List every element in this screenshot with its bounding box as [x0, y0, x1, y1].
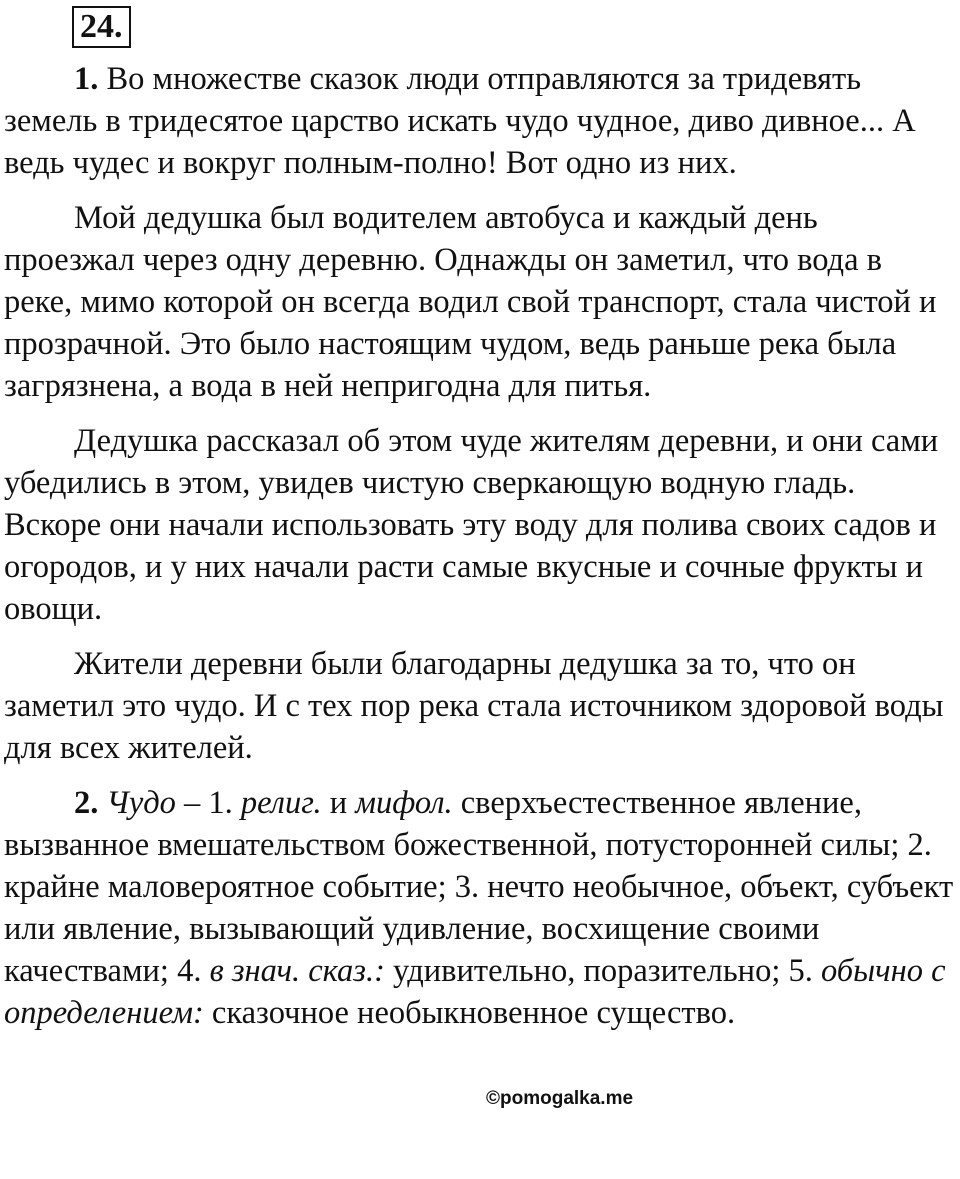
definition-5: сказочное необыкновенное существо.	[203, 995, 736, 1031]
term: Чудо	[106, 785, 176, 821]
definition-4: удивительно, поразительно; 5.	[384, 953, 821, 989]
abbr-mifol: мифол.	[355, 785, 453, 821]
section-2-label: 2.	[74, 785, 99, 821]
note-5: обычно с определением:	[4, 953, 946, 1031]
and-word: и	[321, 785, 356, 821]
term-dash: – 1.	[175, 785, 241, 821]
definition-paragraph	[4, 782, 956, 1034]
paragraph-2: Мой дедушка был водителем автобуса и каждый день проезжал через одну деревню. Однажды он заметил, что вода в реке, мимо которой он всегда водил свой транспорт, стала чистой и прозрачной. Это было настоящим чудом, ведь раньше река была загрязнена, а вода в ней непригодна для питья.	[4, 200, 937, 404]
task-number: 24.	[72, 6, 131, 48]
section-1-label: 1.	[74, 61, 99, 97]
paragraph-3: Дедушка рассказал об этом чуде жителям деревни, и они сами убедились в этом, увидев чистую сверкающую водную гладь. Вскоре они начали использовать эту воду для полива своих садов и огородов, и у них начали расти самые вкусные и сочные фрукты и овощи.	[4, 423, 939, 627]
paragraph-1-text: Во множестве сказок люди отправляются за тридевять земель в тридесятое царство искать чудо чудное, диво дивное... А ведь чудес и вокруг полным-полно! Вот одно из них.	[4, 61, 916, 181]
note-4: в знач. сказ.:	[209, 953, 385, 989]
abbr-relig: религ.	[240, 785, 322, 821]
definition-1-4: сверхъестественное явление, вызванное вмешательством божественной, потусторонней силы; 2. крайне маловероятное событие; 3. нечто необычное, объект, субъект или явление, вызывающий удивление, восхищение своими качествами; 4.	[4, 785, 954, 989]
paragraph-1	[4, 58, 956, 184]
paragraph-4: Жители деревни были благодарны дедушка за то, что он заметил это чудо. И с тех пор река стала источником здоровой воды для всех жителей.	[4, 646, 944, 766]
watermark: ©pomogalka.me	[486, 1088, 634, 1109]
text-body	[4, 58, 956, 1047]
